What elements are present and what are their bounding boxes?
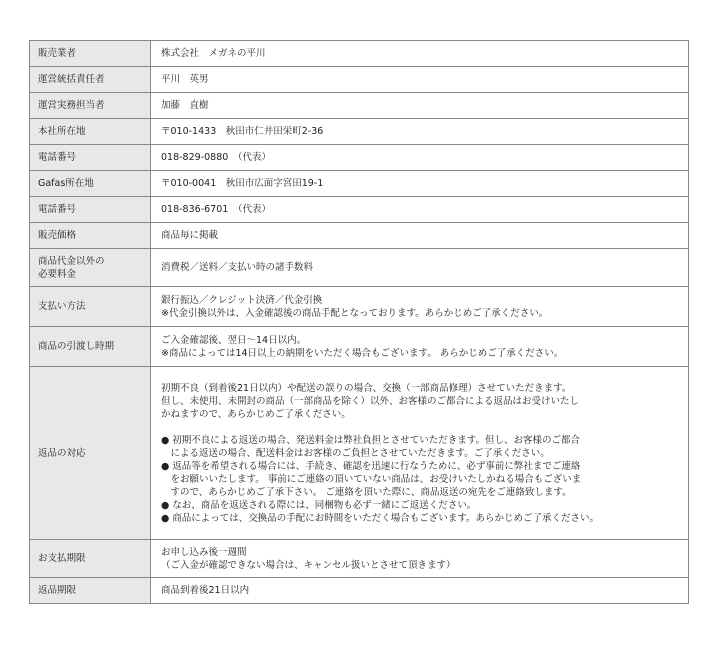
row-label: 電話番号 [30, 197, 151, 223]
table-row [30, 119, 689, 145]
row-value: 平川 英男 [151, 67, 689, 93]
row-label: 販売価格 [30, 223, 151, 249]
table-row [30, 197, 689, 223]
row-value: 銀行振込／クレジット決済／代金引換 ※代金引換以外は、入金確認後の商品手配となっております。あらかじめご了承ください。 [151, 287, 689, 327]
row-value: 018-829-0880 （代表） [151, 145, 689, 171]
table-row [30, 223, 689, 249]
table-row [30, 578, 689, 604]
row-value: 株式会社 メガネの平川 [151, 41, 689, 67]
row-label: 商品の引渡し時期 [30, 327, 151, 367]
table-row [30, 540, 689, 578]
row-label: 商品代金以外の 必要料金 [30, 249, 151, 287]
row-value: 加藤 直樹 [151, 93, 689, 119]
row-value: 〒010-1433 秋田市仁井田栄町2-36 [151, 119, 689, 145]
commerce-law-table [29, 40, 689, 604]
table-row [30, 93, 689, 119]
table-row-returns [30, 367, 689, 540]
table-row [30, 171, 689, 197]
row-value: 商品毎に掲載 [151, 223, 689, 249]
table-row [30, 287, 689, 327]
table-row [30, 67, 689, 93]
table-row [30, 249, 689, 287]
table-row [30, 327, 689, 367]
row-label: 運営実務担当者 [30, 93, 151, 119]
row-label: 返品期限 [30, 578, 151, 604]
row-label: お支払期限 [30, 540, 151, 578]
table-row [30, 41, 689, 67]
bullet-item: ● 初期不良による返送の場合、発送料金は弊社負担とさせていただきます。但し、お客様のご都合 による返送の場合、配送料金はお客様のご負担とさせていただきます。ご了承ください。 [161, 434, 581, 459]
bullet-item: ● なお、商品を返送される際には、同梱物も必ず一緒にご返送ください。 [161, 499, 477, 511]
row-value: ご入金確認後、翌日～14日以内。 ※商品によっては14日以上の納期をいただく場合もございます。 あらかじめご了承ください。 [151, 327, 689, 367]
row-label: 支払い方法 [30, 287, 151, 327]
row-value: 商品到着後21日以内 [151, 578, 689, 604]
spacer [161, 421, 688, 434]
row-value: 018-836-6701 （代表） [151, 197, 689, 223]
row-value: お申し込み後一週間 （ご入金が確認できない場合は、キャンセル扱いとさせて頂きます） [151, 540, 689, 578]
row-label: Gafas所在地 [30, 171, 151, 197]
returns-policy: 初期不良（到着後21日以内）や配送の誤りの場合、交換（一部商品修理）させていただきます。 但し、未使用、未開封の商品（一部商品を除く）以外、お客様のご都合による返品はお受けいたし かねますので、あらかじめご了承ください。 ● 初期不良による返送の場合、発送料金は弊社負担とさせていただきます。但し、お客様のご都合 による返送の場合、配送料金はお客様のご負担とさせていただきます。ご了承ください。 ● 返品等を希望される場合には、手続き、確認を迅速に行なうために、必ず事前に弊社までご連絡 をお願いいたします。 事前にご連絡の頂いていない商品は、お受けいたしかねる場合もございま すので、あらかじめご了承下さい。 ご連絡を頂いた際に、商品返送の宛先をご連絡致します。 ● なお、商品を返送される際には、同梱物も必ず一緒にご返送ください。 ● 商品によっては、交換品の手配にお時間をいただく場合もございます。あらかじめご了承ください。 [151, 367, 689, 540]
row-label: 電話番号 [30, 145, 151, 171]
row-label: 運営統括責任者 [30, 67, 151, 93]
row-label: 本社所在地 [30, 119, 151, 145]
bullet-item: ● 返品等を希望される場合には、手続き、確認を迅速に行なうために、必ず事前に弊社までご連絡 をお願いいたします。 事前にご連絡の頂いていない商品は、お受けいたしかねる場合もございま すので、あらかじめご了承下さい。 ご連絡を頂いた際に、商品返送の宛先をご連絡致します。 [161, 460, 582, 498]
row-label: 返品の対応 [30, 367, 151, 540]
table-row [30, 145, 689, 171]
bullet-item: ● 商品によっては、交換品の手配にお時間をいただく場合もございます。あらかじめご了承ください。 [161, 512, 600, 524]
row-label: 販売業者 [30, 41, 151, 67]
row-value: 消費税／送料／支払い時の諸手数料 [151, 249, 689, 287]
row-value: 〒010-0041 秋田市広面字宮田19-1 [151, 171, 689, 197]
